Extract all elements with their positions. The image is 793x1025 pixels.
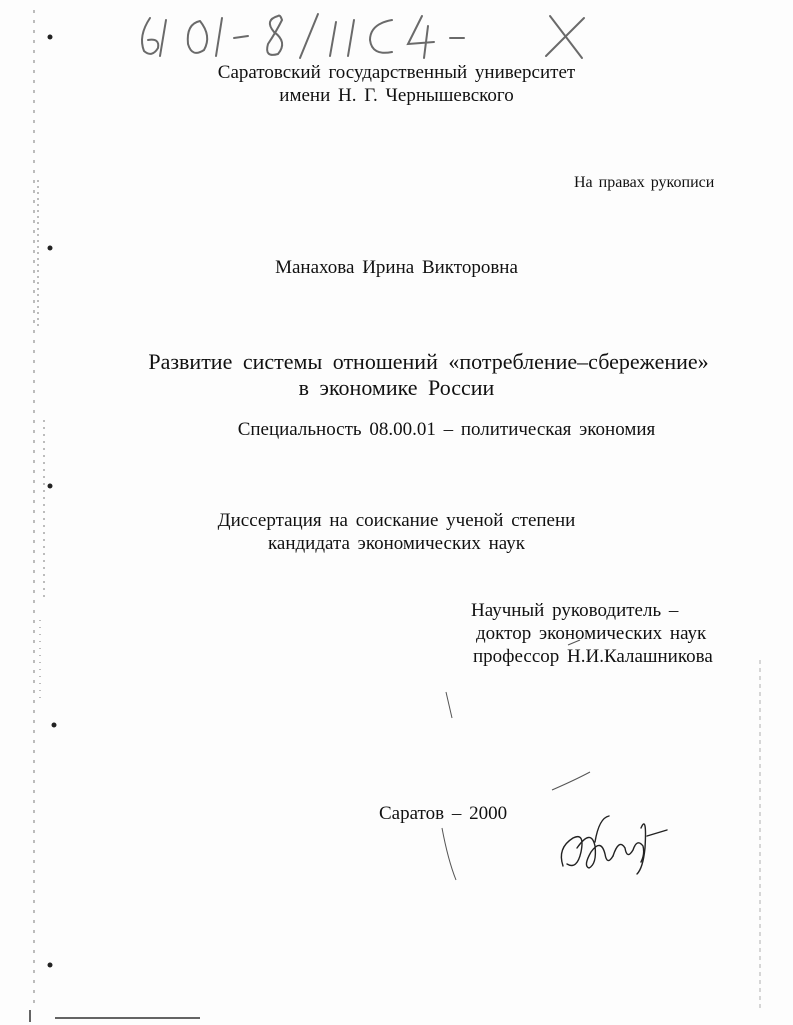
supervisor-line3: профессор Н.И.Калашникова xyxy=(473,646,713,667)
scan-dot-1 xyxy=(48,35,53,40)
dissertation-title-line2: в экономике России xyxy=(298,375,495,400)
scan-dot-4 xyxy=(52,723,57,728)
dissertation-purpose-line1: Диссертация на соискание ученой степени xyxy=(217,510,576,531)
scan-dot-5 xyxy=(48,963,53,968)
dissertation-title-line1: Развитие системы отношений «потребление–сбережение» xyxy=(148,349,709,374)
signature xyxy=(555,808,675,878)
dissertation-purpose-line2: кандидата экономических наук xyxy=(267,533,526,554)
manuscript-note: На правах рукописи xyxy=(574,174,715,191)
author-name: Манахова Ирина Викторовна xyxy=(275,257,518,278)
university-name-line2: имени Н. Г. Чернышевского xyxy=(279,85,514,106)
place-and-year: Саратов – 2000 xyxy=(379,803,508,824)
university-name-line1: Саратовский государственный университет xyxy=(217,62,576,83)
scan-dot-3 xyxy=(48,484,53,489)
scan-dot-2 xyxy=(48,246,53,251)
supervisor-line2: доктор экономических наук xyxy=(476,623,707,644)
archive-mark-handwritten xyxy=(130,6,610,66)
specialty: Специальность 08.00.01 – политическая экономия xyxy=(237,419,656,440)
supervisor-line1: Научный руководитель – xyxy=(471,600,679,621)
